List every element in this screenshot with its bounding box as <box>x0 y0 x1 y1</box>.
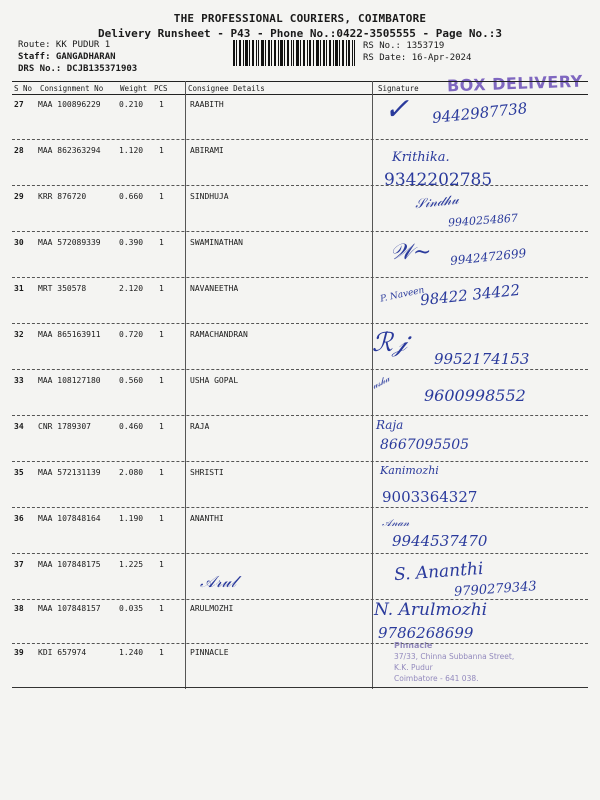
row-weight: 2.120 <box>119 284 144 293</box>
rs-number: RS No.: 1353719 <box>363 41 445 51</box>
row-consignment: CNR 1789307 <box>38 422 91 431</box>
table-row <box>12 416 588 461</box>
staff-label: Staff: GANGADHARAN <box>18 52 116 62</box>
row-pcs: 1 <box>159 648 164 657</box>
box-delivery-stamp: BOX DELIVERY <box>446 71 584 96</box>
row-consignment: MAA 107848175 <box>38 560 101 569</box>
row-weight: 0.460 <box>119 422 144 431</box>
row-pcs: 1 <box>159 604 164 613</box>
handwritten-name: P. Naveen <box>379 285 426 305</box>
row-weight: 0.720 <box>119 330 144 339</box>
row-weight: 0.660 <box>119 192 144 201</box>
row-sno: 37 <box>14 560 24 569</box>
row-weight: 0.560 <box>119 376 144 385</box>
handwritten-phone: 9003364327 <box>382 488 478 506</box>
table-row <box>12 508 588 553</box>
handwritten-phone: 98422 34422 <box>419 280 521 310</box>
row-weight: 0.390 <box>119 238 144 247</box>
signature-mark: ✓ <box>384 92 410 127</box>
row-sno: 30 <box>14 238 24 247</box>
stamp-line: 37/33, Chinna Subbanna Street, <box>394 652 515 661</box>
row-consignee: SINDHUJA <box>190 192 229 201</box>
stamp-line: Pinnacle <box>394 641 433 650</box>
row-weight: 1.240 <box>119 648 144 657</box>
company-title: THE PROFESSIONAL COURIERS, COIMBATORE <box>173 12 427 25</box>
barcode-graphic <box>233 40 355 66</box>
signature-mark: 𝒜𝓃𝒶𝓃 <box>382 518 410 529</box>
table-row <box>12 140 588 185</box>
table-row <box>12 598 588 643</box>
row-pcs: 1 <box>159 376 164 385</box>
row-consignment: MAA 107848164 <box>38 514 101 523</box>
row-consignee: RAJA <box>190 422 210 431</box>
row-sno: 35 <box>14 468 24 477</box>
row-weight: 0.210 <box>119 100 144 109</box>
row-consignee: ABIRAMI <box>190 146 224 155</box>
handwritten-phone: 9790279343 <box>453 579 538 600</box>
signature-mark: ℛ𝒿 <box>372 328 407 358</box>
col-header-consignment: Consignment No <box>40 84 104 93</box>
barcode <box>233 40 355 66</box>
row-consignment: MAA 862363294 <box>38 146 101 155</box>
row-consignment: MAA 107848157 <box>38 604 101 613</box>
table-row <box>12 462 588 507</box>
row-consignee: RAABITH <box>190 100 224 109</box>
handwritten-phone: 9944537470 <box>392 532 488 550</box>
row-sno: 33 <box>14 376 24 385</box>
row-weight: 2.080 <box>119 468 144 477</box>
stamp-line: Coimbatore - 641 038. <box>394 674 479 683</box>
row-consignment: MAA 865163911 <box>38 330 101 339</box>
row-consignee: SWAMINATHAN <box>190 238 243 247</box>
rs-date: RS Date: 16-Apr-2024 <box>363 53 472 63</box>
handwritten-name: Raja <box>376 418 404 432</box>
row-sno: 36 <box>14 514 24 523</box>
handwritten-name: Krithika. <box>392 150 450 165</box>
route-label: Route: KK PUDUR 1 <box>18 40 111 50</box>
row-consignee: ARULMOZHI <box>190 604 234 613</box>
row-sno: 34 <box>14 422 24 431</box>
runsheet-title: Delivery Runsheet - P43 - Phone No.:0422-3505555 - Page No.:3 <box>98 27 502 40</box>
signature-mark: 𝓊𝓈𝒽𝒶 <box>370 374 392 392</box>
handwritten-phone: 8667095505 <box>380 437 470 453</box>
row-sno: 38 <box>14 604 24 613</box>
row-pcs: 1 <box>159 238 164 247</box>
row-consignee: USHA GOPAL <box>190 376 239 385</box>
row-pcs: 1 <box>159 422 164 431</box>
handwritten-phone: 9342202785 <box>384 170 493 190</box>
row-weight: 1.190 <box>119 514 144 523</box>
row-sno: 39 <box>14 648 24 657</box>
row-consignment: MAA 572131139 <box>38 468 101 477</box>
handwritten-phone: 9942472699 <box>449 246 527 268</box>
table-top-rule <box>12 81 588 82</box>
row-sno: 32 <box>14 330 24 339</box>
row-consignment: KDI 657974 <box>38 648 87 657</box>
handwritten-phone: 9442987738 <box>431 99 529 127</box>
row-weight: 1.225 <box>119 560 144 569</box>
row-sno: 31 <box>14 284 24 293</box>
signature-mark: 𝒮𝒾𝓃𝒹𝒽𝓊 <box>414 192 460 213</box>
row-consignee: NAVANEETHA <box>190 284 239 293</box>
row-consignee: PINNACLE <box>190 648 229 657</box>
row-consignee: ANANTHI <box>190 514 224 523</box>
stamp-line: K.K. Pudur <box>394 663 433 672</box>
handwritten-name: S. Ananthi <box>393 558 484 586</box>
handwritten-phone: 9952174153 <box>434 350 530 368</box>
row-pcs: 1 <box>159 100 164 109</box>
row-consignment: KRR 876720 <box>38 192 87 201</box>
col-header-signature: Signature <box>378 84 419 93</box>
row-pcs: 1 <box>159 330 164 339</box>
row-consignment: MAA 108127180 <box>38 376 101 385</box>
row-pcs: 1 <box>159 192 164 201</box>
col-header-details: Consignee Details <box>188 84 265 93</box>
row-pcs: 1 <box>159 560 164 569</box>
drs-label: DRS No.: DCJB135371903 <box>18 64 138 74</box>
row-sno: 29 <box>14 192 24 201</box>
handwritten-phone: 9940254867 <box>447 211 519 230</box>
signature-mark: 𝒲~ <box>390 240 432 265</box>
row-sno: 27 <box>14 100 24 109</box>
handwritten-name: Kanimozhi <box>380 464 439 477</box>
row-pcs: 1 <box>159 514 164 523</box>
handwritten-phone: 9786268699 <box>378 624 474 642</box>
row-consignee: SHRISTI <box>190 468 224 477</box>
col-header-sno: S No <box>14 84 33 93</box>
row-consignment: MRT 350578 <box>38 284 87 293</box>
row-pcs: 1 <box>159 284 164 293</box>
row-consignment: MAA 572089339 <box>38 238 101 247</box>
row-consignment: MAA 100896229 <box>38 100 101 109</box>
row-pcs: 1 <box>159 468 164 477</box>
col-header-pcs: PCS <box>154 84 168 93</box>
row-weight: 1.120 <box>119 146 144 155</box>
consignee-rubber-stamp <box>394 640 564 690</box>
handwritten-name: N. Arulmozhi <box>374 600 488 620</box>
signature-mark: 𝒜𝓇𝓊𝓁 <box>200 572 237 591</box>
row-weight: 0.035 <box>119 604 144 613</box>
col-header-weight: Weight <box>120 84 148 93</box>
row-sno: 28 <box>14 146 24 155</box>
row-consignee: RAMACHANDRAN <box>190 330 248 339</box>
row-pcs: 1 <box>159 146 164 155</box>
handwritten-phone: 9600998552 <box>424 386 526 405</box>
